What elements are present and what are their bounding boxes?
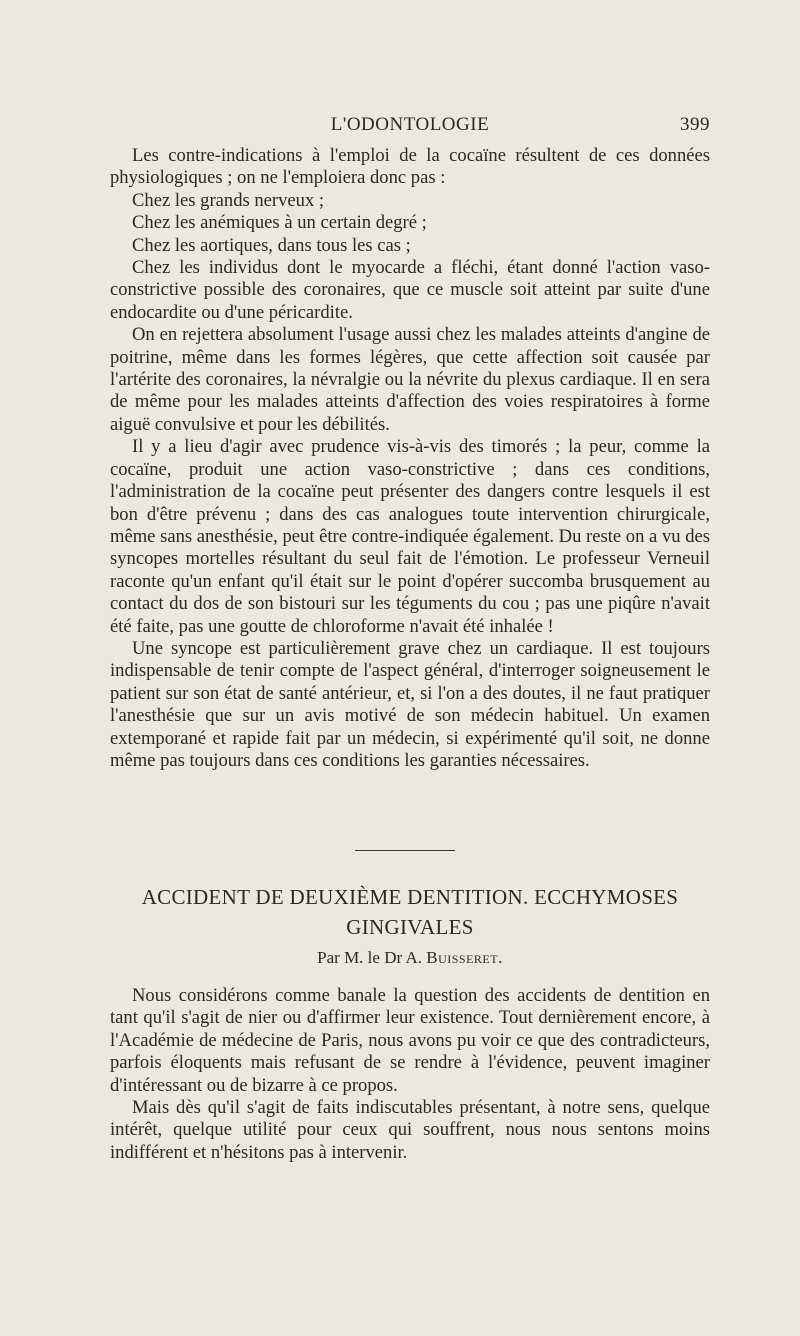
author-byline — [110, 948, 710, 968]
running-header — [110, 114, 710, 138]
byline-prefix: Par M. le Dr A. — [317, 948, 422, 967]
section-accident-dentition — [110, 985, 710, 1164]
section-divider — [355, 850, 455, 851]
paragraph: Les contre-indications à l'emploi de la cocaïne résultent de ces données physiologiques ; on ne l'emploiera donc pas : — [110, 145, 710, 189]
journal-title: L'ODONTOLOGIE — [330, 114, 490, 135]
section-contraindications — [110, 145, 710, 772]
heading-line-2: GINGIVALES — [346, 915, 474, 939]
paragraph: On en rejettera absolument l'usage aussi chez les malades atteints d'angine de poitrine, même dans les formes légères, que cette affection soit causée par l'artérite des coronaires, la névralgie ou la névrite du plexus cardiaque. Il en sera de même pour les malades atteints d'affection des voies respiratoires à forme aiguë convulsive et pour les débilités. — [110, 324, 710, 435]
list-item: Chez les aortiques, dans tous les cas ; — [132, 234, 411, 256]
paragraph: Une syncope est particulièrement grave chez un cardiaque. Il est toujours indispensable de tenir compte de l'aspect général, d'interroger soigneusement le patient sur son état de santé antérieur, et, si l'on a des doutes, il ne faut pratiquer l'anesthésie que sur un avis motivé de son médecin habituel. Un examen extemporané et rapide fait par un médecin, si expérimenté qu'il soit, ne donne même pas toujours dans ces conditions les garanties nécessaires. — [110, 637, 710, 771]
paragraph: Nous considérons comme banale la question des accidents de dentition en tant qu'il s'agit de nier ou d'affirmer leur existence. Tout dernièrement encore, à l'Académie de médecine de Paris, nous avons pu voir ce que des contradicteurs, parfois éloquents mais refusant de se rendre à l'évidence, peuvent imaginer d'intéressant ou de bizarre à ce propos. — [110, 985, 710, 1096]
page-number: 399 — [680, 114, 710, 135]
author-name: Buisseret. — [426, 948, 503, 967]
heading-line-1: ACCIDENT DE DEUXIÈME DENTITION. ECCHYMOSES — [141, 885, 679, 909]
section-heading — [110, 882, 710, 942]
list-item: Chez les anémiques à un certain degré ; — [132, 212, 427, 234]
paragraph: Mais dès qu'il s'agit de faits indiscutables présentant, à notre sens, quelque intérêt, quelque utilité pour ceux qui souffrent, nous nous sentons moins indifférent et n'hésitons pas à intervenir. — [110, 1097, 710, 1163]
list-item: Chez les grands nerveux ; — [132, 189, 325, 211]
paragraph: Il y a lieu d'agir avec prudence vis-à-vis des timorés ; la peur, comme la cocaïne, produit une action vaso-constrictive ; dans ces conditions, l'administration de la cocaïne peut présenter des dangers contre lesquels il est bon d'être prévenu ; dans des cas analogues toute intervention chirurgicale, même sans anesthésie, peut être contre-indiquée également. Du reste on a vu des syncopes mortelles résultant du seul fait de l'émotion. Le professeur Verneuil raconte qu'un enfant qu'il était sur le point d'opérer succomba brusquement au contact du dos de son bistouri sur les téguments du cou ; pas une piqûre n'avait été faite, pas une goutte de chloroforme n'avait été inhalée ! — [110, 436, 710, 637]
list-item: Chez les individus dont le myocarde a fléchi, étant donné l'action vaso-constrictive possible des coronaires, que ce muscle soit atteint par suite d'une endocardite ou d'une péricardite. — [110, 257, 710, 323]
